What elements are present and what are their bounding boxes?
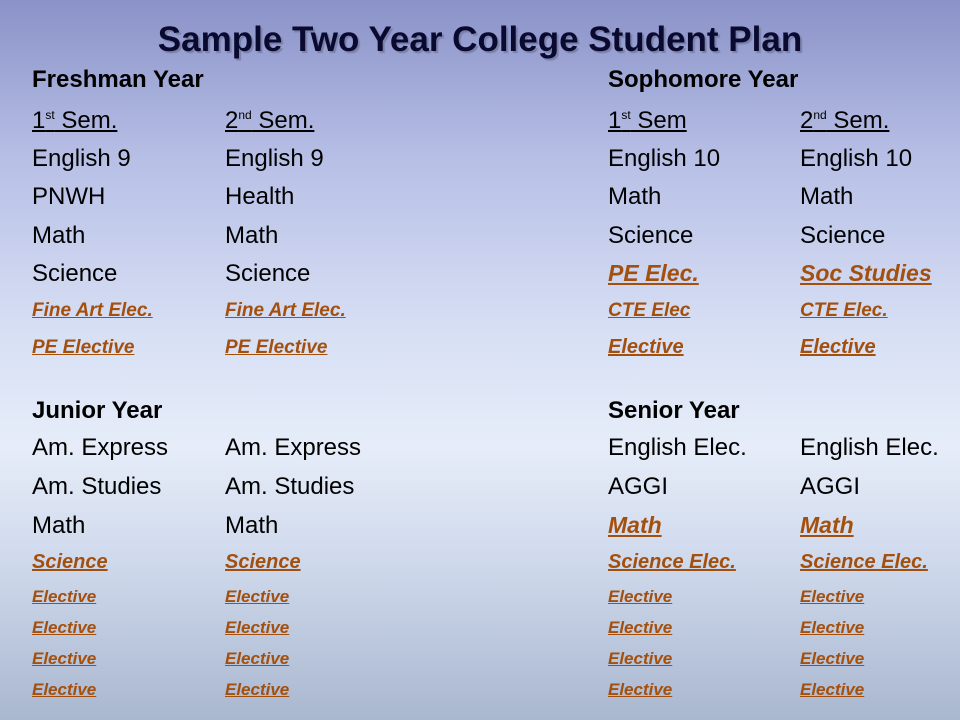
junior-s2-link[interactable]: Elective [225,618,290,637]
freshman-sem2-label: 2nd Sem. [225,107,315,134]
freshman-s1-link[interactable]: Fine Art Elec. [32,300,153,321]
senior-s2-link[interactable]: Science Elec. [800,551,928,573]
senior-s1-link[interactable]: Elective [608,649,673,668]
junior-s1-link[interactable]: Science [32,551,108,573]
junior-s2-link[interactable]: Science [225,551,301,573]
junior-s1-link[interactable]: Elective [32,587,97,606]
sophomore-s1-course: English 10 [608,145,721,172]
senior-s2-link[interactable]: Elective [800,587,865,606]
sophomore-year-heading: Sophomore Year [608,66,799,93]
freshman-s2-course: Science [225,260,311,287]
sophomore-s2-link[interactable]: Soc Studies [800,260,932,286]
sophomore-s2-course: English 10 [800,145,913,172]
senior-s2-course: AGGI [800,473,861,500]
junior-s1-course: Am. Express [32,434,169,461]
freshman-sem1-label: 1st Sem. [32,107,118,134]
junior-s1-course: Math [32,512,86,539]
junior-s2-course: Am. Studies [225,473,355,500]
sophomore-s2-course: Math [800,183,854,210]
senior-s1-link[interactable]: Math [608,512,662,538]
senior-s2-link[interactable]: Elective [800,618,865,637]
sophomore-s1-link[interactable]: CTE Elec [608,300,691,321]
junior-s1-link[interactable]: Elective [32,680,97,699]
senior-s2-link[interactable]: Elective [800,680,865,699]
freshman-s1-course: English 9 [32,145,131,172]
junior-s1-course: Am. Studies [32,473,162,500]
senior-s1-link[interactable]: Elective [608,587,673,606]
sophomore-s1-course: Math [608,183,662,210]
junior-s2-course: Math [225,512,279,539]
freshman-s2-link[interactable]: PE Elective [225,337,328,358]
junior-s2-link[interactable]: Elective [225,680,290,699]
freshman-s2-course: Health [225,183,295,210]
senior-s2-link[interactable]: Elective [800,649,865,668]
sophomore-s1-course: Science [608,222,694,249]
freshman-s2-course: Math [225,222,279,249]
freshman-s1-link[interactable]: PE Elective [32,337,135,358]
senior-s1-course: English Elec. [608,434,747,461]
sophomore-s2-link[interactable]: Elective [800,336,876,358]
junior-s1-link[interactable]: Elective [32,649,97,668]
senior-s1-link[interactable]: Elective [608,618,673,637]
freshman-s1-course: Math [32,222,86,249]
senior-s2-link[interactable]: Math [800,512,854,538]
junior-s2-link[interactable]: Elective [225,649,290,668]
senior-s1-link[interactable]: Elective [608,680,673,699]
senior-s1-link[interactable]: Science Elec. [608,551,736,573]
senior-year-heading: Senior Year [608,397,740,424]
sophomore-s1-link[interactable]: PE Elec. [608,260,699,286]
freshman-s2-course: English 9 [225,145,324,172]
sophomore-s2-course: Science [800,222,886,249]
senior-s2-course: English Elec. [800,434,939,461]
sophomore-sem1-label: 1st Sem [608,107,687,134]
page-title: Sample Two Year College Student Plan [157,20,803,59]
freshman-s1-course: PNWH [32,183,106,210]
junior-s2-link[interactable]: Elective [225,587,290,606]
sophomore-s1-link[interactable]: Elective [608,336,684,358]
freshman-year-heading: Freshman Year [32,66,204,93]
junior-s2-course: Am. Express [225,434,362,461]
freshman-s1-course: Science [32,260,118,287]
sophomore-sem2-label: 2nd Sem. [800,107,890,134]
junior-s1-link[interactable]: Elective [32,618,97,637]
freshman-s2-link[interactable]: Fine Art Elec. [225,300,346,321]
sophomore-s2-link[interactable]: CTE Elec. [800,300,888,321]
junior-year-heading: Junior Year [32,397,163,424]
senior-s1-course: AGGI [608,473,669,500]
